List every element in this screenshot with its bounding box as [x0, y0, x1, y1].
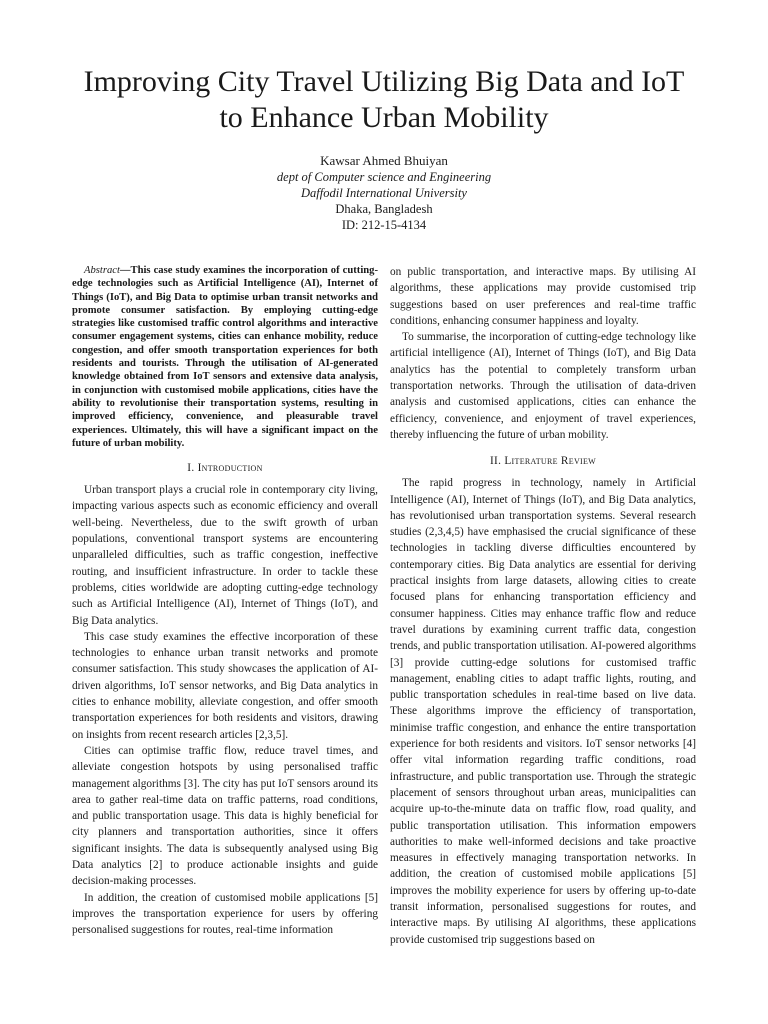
abstract-lead: Abstract: [84, 265, 120, 276]
paper-title: [40, 64, 728, 136]
abstract: [72, 264, 378, 450]
title-line-2: to Enhance Urban Mobility: [219, 101, 549, 134]
author-university: Daffodil International University: [301, 186, 467, 200]
abstract-dash: —: [119, 265, 131, 276]
literature-paragraph: The rapid progress in technology, namely in Artificial Intelligence (AI), Internet of Things (IoT), and Big Data analytics, has revolutionised urban transportation systems. Several research studies (2,3,4,5) have emphasised the crucial significance of these technologies in tackling diverse difficulties encountered by contemporary cities. Big Data analytics are essential for deriving practical insights from large datasets, allowing cities to create focused plans for enhancing transportation efficiency and consumer happiness. Cities may enhance traffic flow and reduce travel durations by examining current traffic data, congestion trends, and public transportation utilisation. AI-powered algorithms [3] provide cutting-edge solutions for customised traffic management, enabling cities to adapt traffic lights, routing, and public transportation schedules in real-time based on live data. These algorithms improve the efficiency of transportation, minimise traffic congestion, and enhance the entire transportation experience for both residents and visitors. IoT sensor networks [4] offer vital information regarding traffic conditions, road infrastructure, and public transportation use. Through the strategic placement of sensors throughout urban areas, municipalities can acquire up-to-the-minute data on traffic flow, road quality, and public transportation utilisation. This information empowers authorities to make well-informed decisions and take proactive measures in effectively managing transportation networks. In addition, the creation of customised mobile applications [5] improves the mobility experience for users by offering up-to-date transit information, personalised suggestions for routes, and interactive maps. By utilising AI algorithms, these applications provide customised trip suggestions based on: [390, 477, 696, 946]
intro-paragraph-3: Cities can optimise traffic flow, reduce travel times, and alleviate congestion hotspots by using personalised traffic management algorithms [3]. The city has put IoT sensors around its area to gather real-time data on traffic patterns, road conditions, and public transportation usage. This data is highly beneficial for city planners and transportation authorities, since it offers significant insights. The data is subsequently analysed using Big Data analytics [2] to produce actionable insights and guide decision-making processes.: [72, 744, 378, 888]
author-location: Dhaka, Bangladesh: [335, 202, 433, 216]
intro-paragraph-1: Urban transport plays a crucial role in contemporary city living, impacting various aspects such as economic efficiency and overall well-being. Nevertheless, due to the swift growth of urban populations, conventional transport systems are encountering unparalleled difficulties, such as traffic congestion, ineffective routing, and insufficient infrastructure. In order to tackle these problems, cities worldwide are adopting cutting-edge technology such as Artificial Intelligence (AI), Internet of Things (IoT), and Big Data analytics.: [72, 484, 378, 627]
section-heading-literature-review: II. Literature Review: [489, 455, 597, 468]
intro-summary: To summarise, the incorporation of cutting-edge technology like artificial intelligence (AI), Internet of Things (IoT), and Big Data analytics has the potential to completely transform urban transportation networks. Through the utilisation of data-driven analysis and customised applications, cities can enhance the efficiency, convenience, and enjoyment of travel experiences, thereby influencing the future of urban mobility.: [390, 331, 696, 441]
left-column: [72, 264, 378, 938]
intro-continuation: on public transportation, and interactive maps. By utilising AI algorithms, these applications may provide customised trip suggestions based on user preferences and real-time traffic conditions, enhancing consumer happiness and loyalty.: [390, 266, 696, 327]
author-name: Kawsar Ahmed Bhuiyan: [320, 153, 448, 168]
title-line-1: Improving City Travel Utilizing Big Data and IoT: [83, 65, 685, 98]
author-id: ID: 212-15-4134: [341, 218, 427, 232]
intro-paragraph-4: In addition, the creation of customised mobile applications [5] improves the transportation experience for users by offering personalised suggestions for routes, real-time information: [72, 891, 378, 937]
right-column: [390, 264, 696, 948]
section-heading-introduction: I. Introduction: [187, 462, 263, 475]
abstract-text: This case study examines the incorporation of cutting-edge technologies such as Artificial Intelligence (AI), Internet of Things (IoT), and Big Data to optimise urban transit networks and promote consumer satisfaction. By employing cutting-edge strategies like customised traffic control algorithms and interactive consumer engagement systems, cities can enhance mobility, reduce congestion, and offer smooth transportation experiences for both residents and tourists. Through the utilisation of AI-generated knowledge obtained from IoT sensors and extensive data analysis, in conjunction with customised mobile applications, cities have the ability to revolutionise their transportation systems, resulting in improved efficiency, convenience, and pleasurable travel experiences. Ultimately, this will have a significant impact on the future of urban mobility.: [72, 265, 378, 449]
author-dept: dept of Computer science and Engineering: [276, 170, 492, 184]
author-block: [0, 152, 768, 233]
intro-paragraph-2: This case study examines the effective incorporation of these technologies to enhance urban transit networks and promote consumer satisfaction. This study showcases the application of AI-driven algorithms, IoT sensor networks, and Big Data analytics in cities to enhance mobility, alleviate congestion, and offer smooth transportation experiences for both residents and visitors, drawing on insights from recent research articles [2,3,5].: [72, 630, 378, 741]
